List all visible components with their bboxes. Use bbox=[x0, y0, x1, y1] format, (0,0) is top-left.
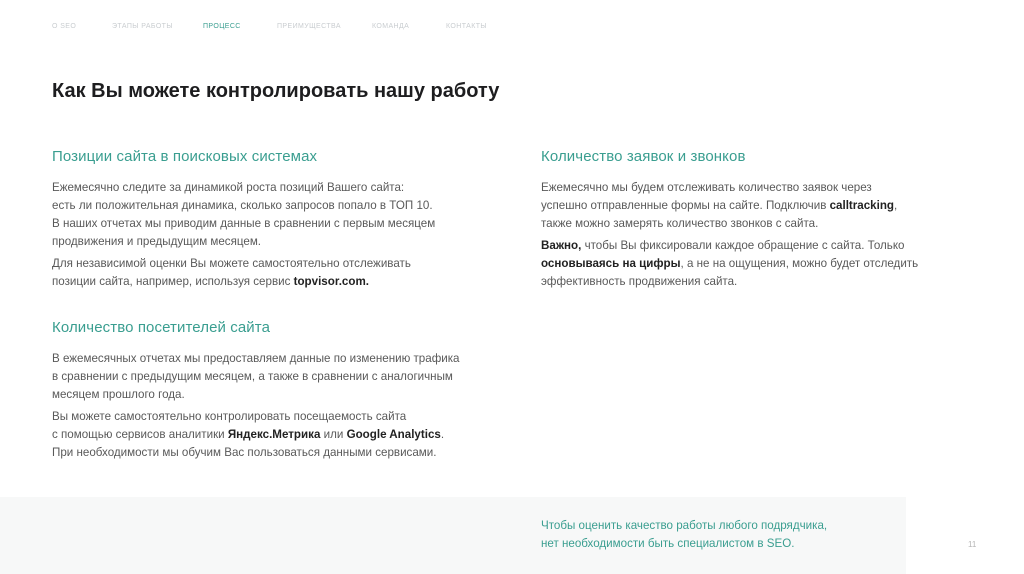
text-fragment: с помощью сервисов аналитики bbox=[52, 428, 228, 441]
nav-item-advantages[interactable]: ПРЕИМУЩЕСТВА bbox=[277, 23, 341, 30]
text-line: эффективность продвижения сайта. bbox=[541, 275, 738, 288]
text-line bbox=[52, 426, 492, 444]
text-line: месяцем прошлого года. bbox=[52, 388, 185, 401]
text-fragment: чтобы Вы фиксировали каждое обращение с сайта. Только bbox=[581, 239, 905, 252]
text-fragment: позиции сайта, например, используя сервис bbox=[52, 275, 294, 288]
text-line: нет необходимости быть специалистом в SEO. bbox=[541, 537, 795, 550]
text-line bbox=[52, 273, 492, 291]
section-requests-calls bbox=[541, 148, 981, 295]
nav-item-process[interactable]: ПРОЦЕСС bbox=[203, 23, 241, 30]
service-name-google-analytics: Google Analytics bbox=[346, 428, 441, 441]
text-line: Чтобы оценить качество работы любого подрядчика, bbox=[541, 519, 828, 532]
section-heading: Количество посетителей сайта bbox=[52, 319, 271, 336]
section-heading: Позиции сайта в поисковых системах bbox=[52, 148, 318, 165]
section-heading: Количество заявок и звонков bbox=[541, 148, 746, 165]
text-fragment: , а не на ощущения, можно будет отследить bbox=[680, 257, 919, 270]
text-line bbox=[541, 197, 981, 215]
footer-note bbox=[541, 517, 827, 553]
nav-item-team[interactable]: КОМАНДА bbox=[372, 23, 410, 30]
text-line: В ежемесячных отчетах мы предоставляем данные по изменению трафика bbox=[52, 352, 460, 365]
section-paragraph bbox=[541, 179, 981, 233]
text-line: При необходимости мы обучим Вас пользоваться данными сервисами. bbox=[52, 446, 437, 459]
text-line: в сравнении с предыдущим месяцем, а также в сравнении с аналогичным bbox=[52, 370, 453, 383]
text-line: есть ли положительная динамика, сколько запросов попало в ТОП 10. bbox=[52, 199, 433, 212]
service-name-yandex-metrika: Яндекс.Метрика bbox=[227, 428, 321, 441]
section-site-visitors bbox=[52, 319, 492, 466]
section-paragraph bbox=[541, 237, 981, 291]
text-line: продвижения и предыдущим месяцем. bbox=[52, 235, 262, 248]
section-paragraph bbox=[52, 255, 492, 291]
text-line bbox=[541, 237, 981, 255]
text-line: также можно замерять количество звонков с сайта. bbox=[541, 217, 819, 230]
text-line: Ежемесячно мы будем отслеживать количество заявок через bbox=[541, 181, 872, 194]
text-line: Ежемесячно следите за динамикой роста позиций Вашего сайта: bbox=[52, 181, 405, 194]
text-fragment: успешно отправленные формы на сайте. Подключив bbox=[541, 199, 830, 212]
text-fragment: . bbox=[440, 428, 445, 441]
text-fragment: , bbox=[894, 199, 898, 212]
emphasis-numbers: основываясь на цифры bbox=[541, 257, 681, 270]
service-name-calltracking: calltracking bbox=[829, 199, 895, 212]
text-fragment: или bbox=[320, 428, 347, 441]
page-title: Как Вы можете контролировать нашу работу bbox=[52, 80, 500, 102]
nav-item-work-stages[interactable]: ЭТАПЫ РАБОТЫ bbox=[112, 23, 173, 30]
emphasis-important: Важно, bbox=[541, 239, 582, 252]
text-line: Вы можете самостоятельно контролировать посещаемость сайта bbox=[52, 410, 407, 423]
service-name-topvisor: topvisor.com. bbox=[293, 275, 369, 288]
nav-item-contacts[interactable]: КОНТАКТЫ bbox=[446, 23, 487, 30]
page-number: 11 bbox=[968, 540, 977, 549]
section-search-positions bbox=[52, 148, 492, 295]
nav-item-about-seo[interactable]: О SEO bbox=[52, 23, 77, 30]
text-line bbox=[541, 255, 981, 273]
section-paragraph bbox=[52, 179, 492, 251]
text-line: Для независимой оценки Вы можете самостоятельно отслеживать bbox=[52, 257, 411, 270]
section-paragraph bbox=[52, 408, 492, 462]
section-paragraph bbox=[52, 350, 492, 404]
text-line: В наших отчетах мы приводим данные в сравнении с первым месяцем bbox=[52, 217, 436, 230]
